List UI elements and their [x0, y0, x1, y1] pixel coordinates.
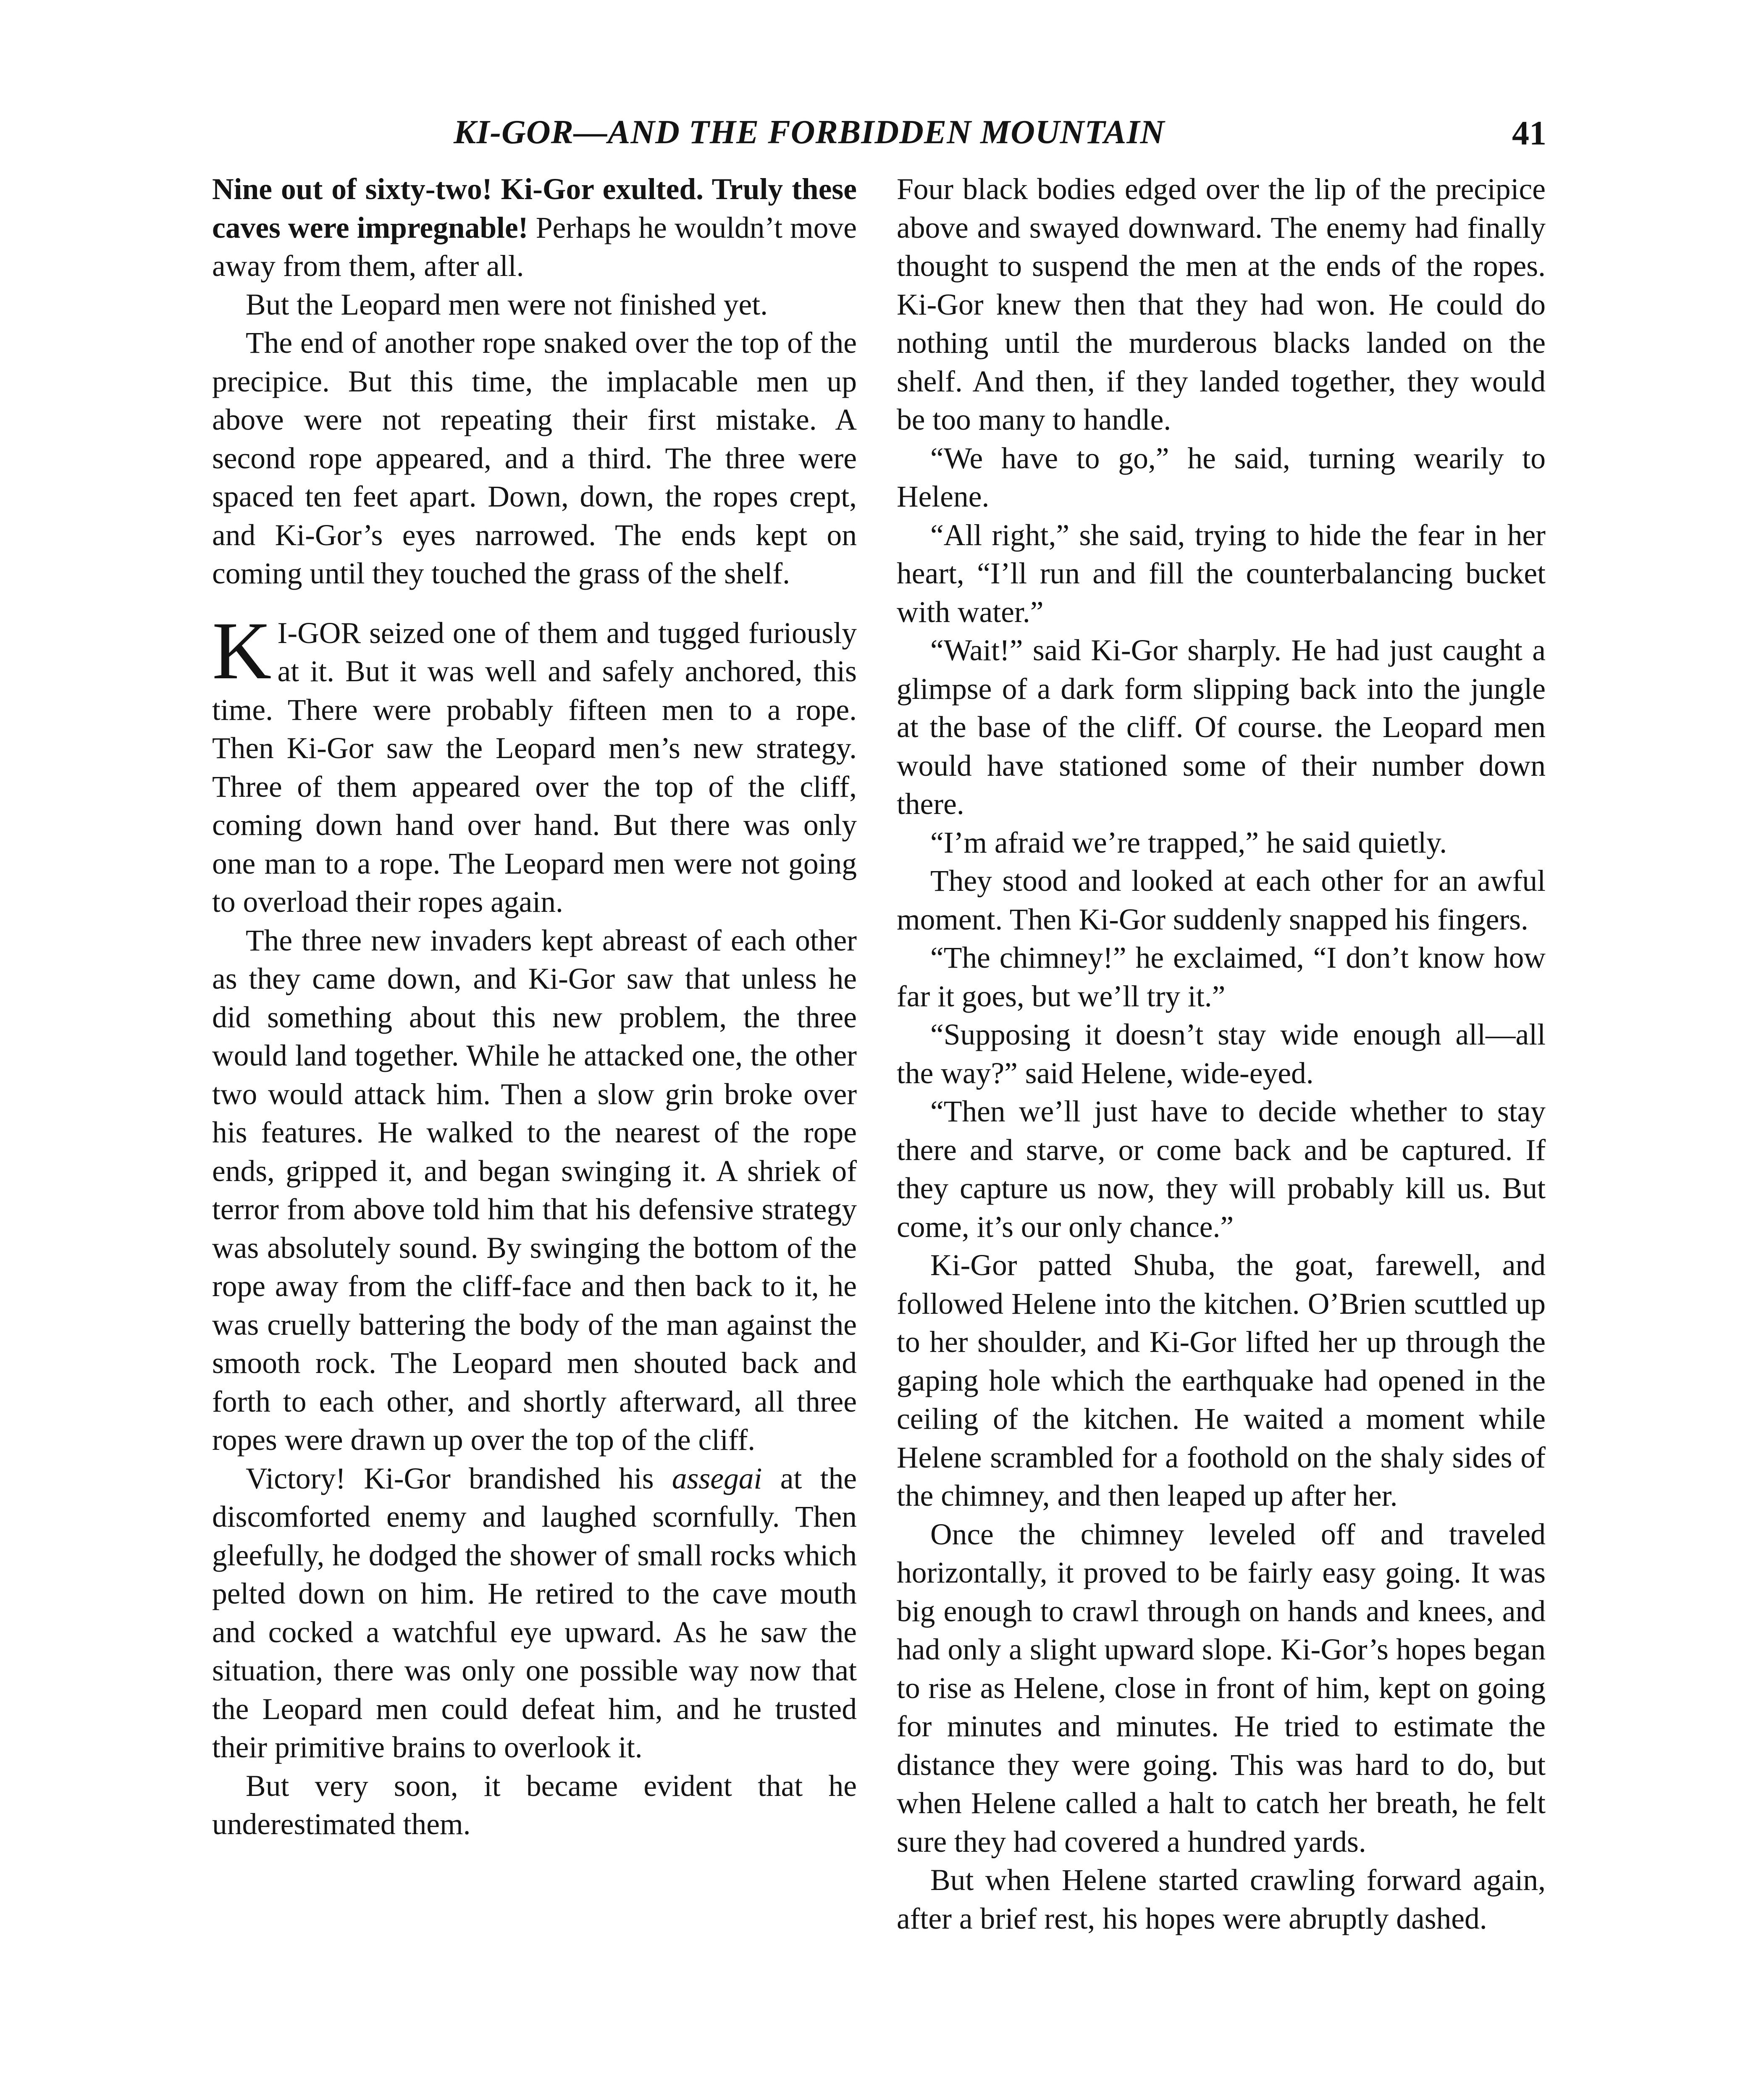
paragraph-7: But very soon, it became evident that he underestimated them. — [212, 1769, 857, 1841]
section-opening-text: I-GOR seized one of them and tugged furiously at it. But it was well and safely anchored, this time. There were probably fifteen men to a rope. Then Ki-Gor saw the Leopard men’s new strategy. Three of them appeared over the top of the cliff, coming down hand over hand. But there was only one man to a rope. The Leopard men were not going to overload their ropes again. — [212, 616, 857, 919]
paragraph-r4: “Wait!” said Ki-Gor sharply. He had just caught a glimpse of a dark form slipping back into the jungle at the base of the cliff. Of course. the Leopard men would have stationed some of their number down there. — [897, 634, 1546, 821]
paragraph-r9: “Then we’ll just have to decide whether to stay there and starve, or come back and be captured. If they capture us now, they will probably kill us. But come, it’s our only chance.” — [897, 1095, 1546, 1244]
page-header — [0, 113, 1764, 172]
running-title: KI-GOR—AND THE FORBIDDEN MOUNTAIN — [454, 114, 1165, 151]
paragraph-r6: They stood and looked at each other for an awful moment. Then Ki-Gor suddenly snapped his fingers. — [897, 864, 1546, 936]
left-column — [212, 170, 857, 1844]
paragraph-r5: “I’m afraid we’re trapped,” he said quietly. — [930, 826, 1447, 859]
paragraph-1 — [212, 170, 857, 286]
paragraph-r7: “The chimney!” he exclaimed, “I don’t know how far it goes, but we’ll try it.” — [897, 941, 1546, 1013]
paragraph-r8: “Supposing it doesn’t stay wide enough all—all the way?” said Helene, wide-eyed. — [897, 1018, 1546, 1090]
paragraph-r1: Four black bodies edged over the lip of the precipice above and swayed downward. The enemy had finally thought to suspend the men at the ends of the ropes. Ki-Gor knew then that they had won. He could do nothing until the murderous blacks landed on the shelf. And then, if they landed together, they would be too many to handle. — [897, 173, 1546, 436]
paragraph-6-a: Victory! Ki-Gor brandished his — [246, 1462, 672, 1495]
paragraph-1-lead: Nine out of sixty-two! Ki-Gor exulted. Truly these caves were impregnable! — [212, 173, 857, 244]
paragraph-6 — [212, 1460, 857, 1767]
right-column — [897, 170, 1546, 1938]
paragraph-1-rest: Perhaps he wouldn’t move away from them, after all. — [212, 211, 857, 283]
paragraph-r10: Ki-Gor patted Shuba, the goat, farewell, and followed Helene into the kitchen. O’Brien scuttled up to her shoulder, and Ki-Gor lifted her up through the gaping hole which the earthquake had opened in the ceiling of the kitchen. He waited a moment while Helene scrambled for a foothold on the shaly sides of the chimney, and then leaped up after her. — [897, 1249, 1546, 1512]
drop-cap: K — [212, 605, 272, 696]
paragraph-5: The three new invaders kept abreast of each other as they came down, and Ki-Gor saw that unless he did something about this new problem, the three would land together. While he attacked one, the other two would attack him. Then a slow grin broke over his features. He walked to the nearest of the rope ends, gripped it, and began swinging it. A shriek of terror from above told him that his defensive strategy was absolutely sound. By swinging the bottom of the rope away from the cliff-face and then back to it, he was cruelly battering the body of the man against the smooth rock. The Leopard men shouted back and forth to each other, and shortly afterward, all three ropes were drawn up over the top of the cliff. — [212, 924, 857, 1457]
paragraph-3: The end of another rope snaked over the top of the precipice. But this time, the implacable men up above were not repeating their first mistake. A second rope appeared, and a third. The three were spaced ten feet apart. Down, down, the ropes crept, and Ki-Gor’s eyes narrowed. The ends kept on coming until they touched the grass of the shelf. — [212, 326, 857, 590]
paragraph-r3: “All right,” she said, trying to hide the fear in her heart, “I’ll run and fill the counterbalancing bucket with water.” — [897, 518, 1546, 629]
paragraph-6-b: at the discomforted enemy and laughed scornfully. Then gleefully, he dodged the shower of small rocks which pelted down on him. He retired to the cave mouth and cocked a watchful eye upward. As he saw the situation, there was only one possible way now that the Leopard men could defeat him, and he trusted their primitive brains to overlook it. — [212, 1462, 857, 1764]
italic-word-assegai: assegai — [672, 1462, 762, 1495]
paragraph-r2: “We have to go,” he said, turning wearily to Helene. — [897, 441, 1546, 513]
paragraph-r12: But when Helene started crawling forward again, after a brief rest, his hopes were abruptly dashed. — [897, 1864, 1546, 1935]
section-opening-paragraph — [212, 605, 857, 921]
page-number: 41 — [1512, 114, 1546, 152]
paragraph-r11: Once the chimney leveled off and traveled horizontally, it proved to be fairly easy going. It was big enough to crawl through on hands and knees, and had only a slight upward slope. Ki-Gor’s hopes began to rise as Helene, close in front of him, kept on going for minutes and minutes. He tried to estimate the distance they were going. This was hard to do, but when Helene called a halt to catch her breath, he felt sure they had covered a hundred yards. — [897, 1517, 1546, 1858]
paragraph-2: But the Leopard men were not finished yet. — [246, 288, 768, 321]
